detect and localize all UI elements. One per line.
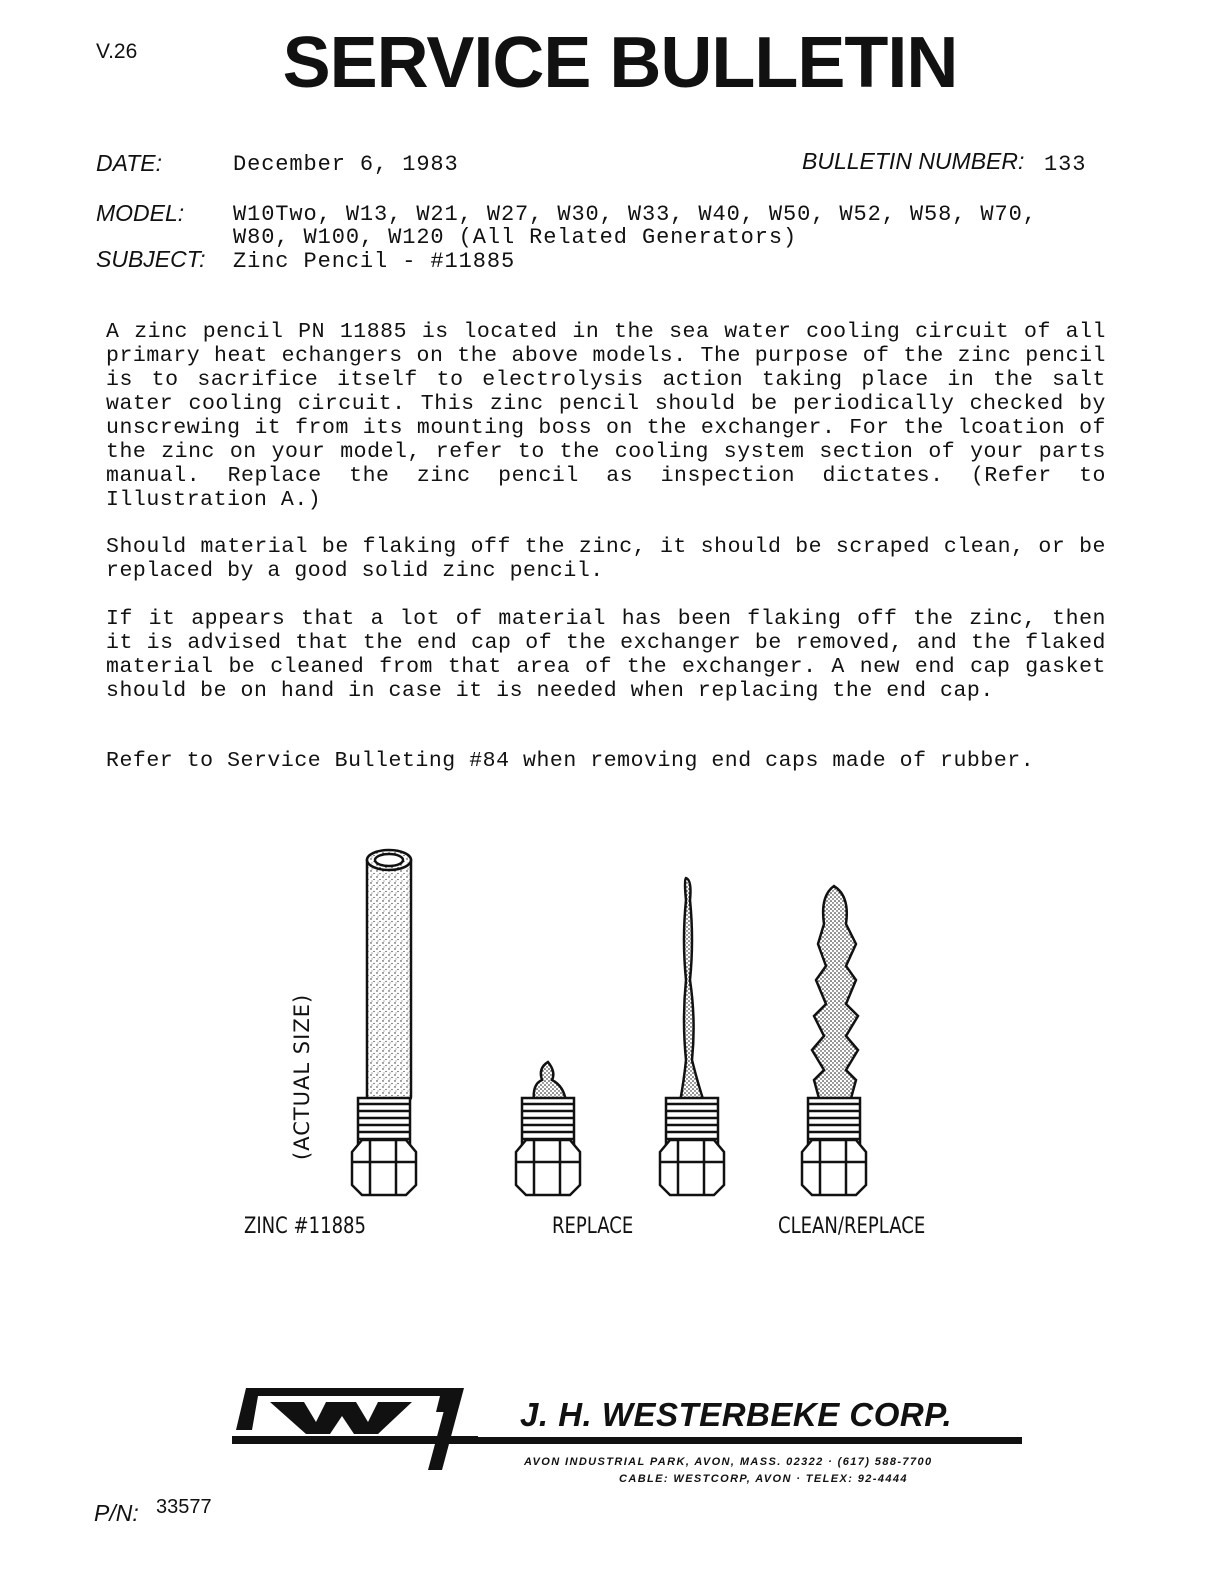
part-number-label: P/N: <box>94 1500 139 1526</box>
zinc-pencils-illustration <box>340 840 900 1210</box>
bulletin-number-label: BULLETIN NUMBER: <box>802 148 1025 174</box>
model-line-2: W80, W100, W120 (All Related Generators) <box>233 225 798 250</box>
model-label: MODEL: <box>96 200 185 226</box>
page-title: SERVICE BULLETIN <box>282 23 958 103</box>
paragraph-3: If it appears that a lot of material has been flaking off the zinc, then it is advised that the end cap of the exchanger be removed, and the flaked material be cleaned from that area of the exchanger. A new end cap gasket should be on hand in case it is needed when replacing the end cap. <box>106 607 1106 703</box>
version-code: V.26 <box>96 40 138 63</box>
address-line-2: CABLE: WESTCORP, AVON · TELEX: 92-4444 <box>619 1473 908 1485</box>
paragraph-1: A zinc pencil PN 11885 is located in the sea water cooling circuit of all primary heat echangers on the above models. The purpose of the zinc pencil is to sacrifice itself to electrolysis action taking place in the salt water cooling circuit. This zinc pencil should be periodically checked by unscrewing it from its mounting boss on the exchanger. For the lcoation of the zinc on your model, refer to the cooling system section of your parts manual. Replace the zinc pencil as inspection dictates. (Refer to Illustration A.) <box>106 320 1106 512</box>
date-value: December 6, 1983 <box>233 152 459 177</box>
paragraph-2: Should material be flaking off the zinc, it should be scraped clean, or be replaced by a good solid zinc pencil. <box>106 535 1106 583</box>
caption-zinc: ZINC #11885 <box>244 1214 367 1239</box>
date-label: DATE: <box>96 150 163 176</box>
caption-replace: REPLACE <box>552 1214 634 1239</box>
model-line-1: W10Two, W13, W21, W27, W30, W33, W40, W50, W52, W58, W70, <box>233 202 1037 227</box>
caption-clean-replace: CLEAN/REPLACE <box>778 1214 926 1239</box>
company-name: J. H. WESTERBEKE CORP. <box>520 1396 953 1433</box>
eroded-spike-drawing <box>660 878 724 1195</box>
part-number-value: 33577 <box>156 1496 212 1518</box>
footer-rule <box>470 1437 1022 1444</box>
westerbeke-logo <box>228 1382 478 1474</box>
worn-stub-drawing <box>516 1062 580 1195</box>
address-line-1: AVON INDUSTRIAL PARK, AVON, MASS. 02322 · (617) 588-7700 <box>524 1456 933 1468</box>
subject-label: SUBJECT: <box>96 246 206 272</box>
paragraph-4: Refer to Service Bulleting #84 when removing end caps made of rubber. <box>106 749 1035 773</box>
bulletin-number-value: 133 <box>1044 152 1087 177</box>
flaking-zinc-drawing <box>802 886 866 1195</box>
new-zinc-pencil-drawing <box>352 850 416 1195</box>
actual-size-label: (ACTUAL SIZE) <box>290 993 314 1160</box>
subject-value: Zinc Pencil - #11885 <box>233 249 516 274</box>
